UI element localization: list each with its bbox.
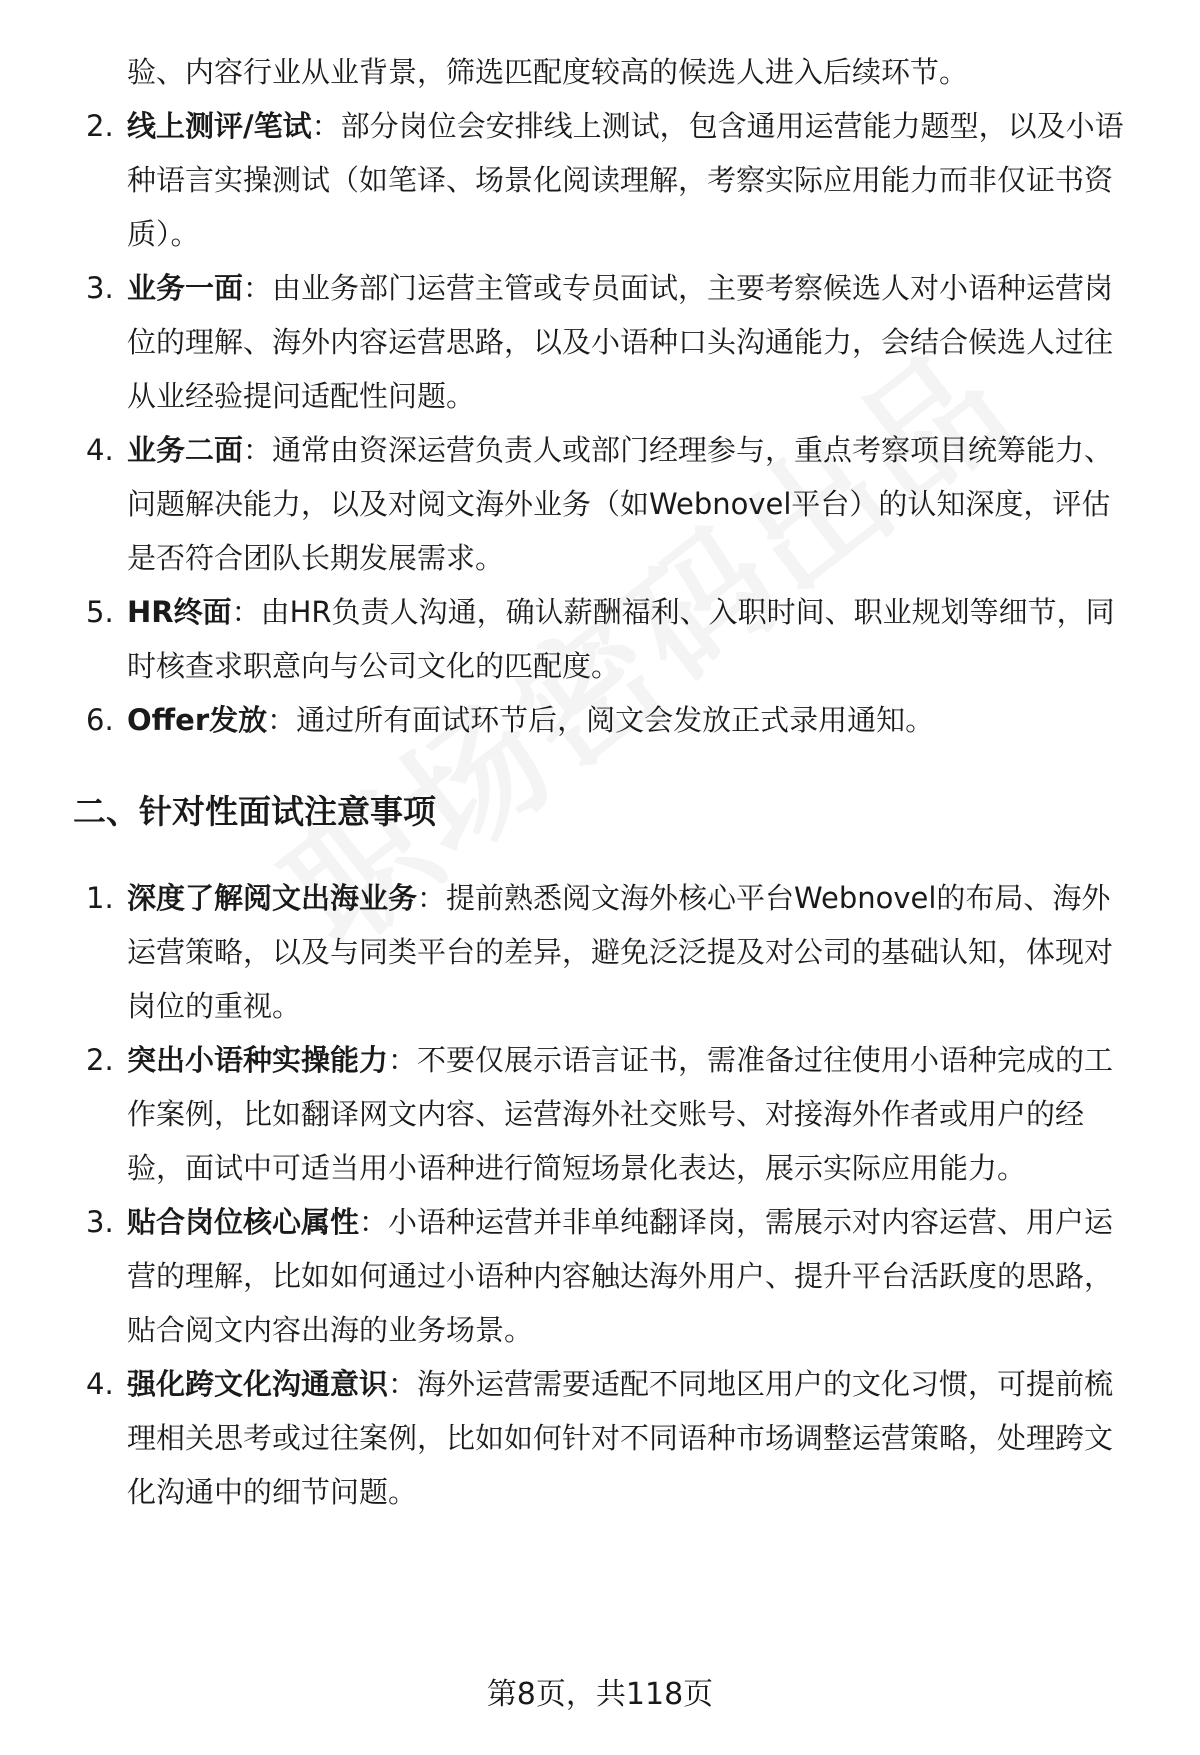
- list-number: 5.: [86, 595, 114, 629]
- list-first-line: [127, 592, 1115, 632]
- list-first-line: [127, 878, 1110, 918]
- section-heading: 二、针对性面试注意事项: [73, 792, 436, 831]
- list-line: 时核查求职意向与公司文化的匹配度。: [127, 649, 621, 683]
- list-line: 作案例，比如翻译网文内容、运营海外社交账号、对接海外作者或用户的经: [127, 1097, 1085, 1131]
- list-item-title: 线上测评/笔试: [127, 109, 312, 143]
- list-first-line: [127, 430, 1113, 470]
- list-number: 6.: [86, 703, 114, 737]
- list-item-title: 业务二面: [127, 433, 244, 467]
- list-item-title: 深度了解阅文出海业务: [127, 881, 418, 915]
- list-number: 4.: [86, 433, 114, 467]
- list-line: 是否符合团队长期发展需求。: [127, 541, 505, 575]
- list-item-text: ：由业务部门运营主管或专员面试，主要考察候选人对小语种运营岗: [243, 271, 1114, 305]
- list-line: 从业经验提问适配性问题。: [127, 379, 476, 413]
- list-line: 质）。: [127, 217, 200, 251]
- list-line: 问题解决能力，以及对阅文海外业务（如Webnovel平台）的认知深度，评估: [127, 487, 1111, 521]
- list-item-title: 业务一面: [127, 271, 244, 305]
- list-line: 理相关思考或过往案例，比如如何针对不同语种市场调整运营策略，处理跨文: [127, 1421, 1114, 1455]
- list-item-text: ：海外运营需要适配不同地区用户的文化习惯，可提前梳: [388, 1367, 1114, 1401]
- list-first-line: [127, 700, 934, 740]
- list-item-text: ：部分岗位会安排线上测试，包含通用运营能力题型，以及小语: [311, 109, 1124, 143]
- list-line: 岗位的重视。: [127, 989, 302, 1023]
- list-line: 验，面试中可适当用小语种进行简短场景化表达，展示实际应用能力。: [127, 1151, 1027, 1185]
- list-line: 贴合阅文内容出海的业务场景。: [127, 1313, 534, 1347]
- list-first-line: [127, 1040, 1113, 1080]
- page-number-footer: 第8页，共118页: [486, 1677, 714, 1712]
- list-line: 营的理解，比如如何通过小语种内容触达海外用户、提升平台活跃度的思路，: [127, 1259, 1114, 1293]
- list-item-title: 突出小语种实操能力: [127, 1043, 389, 1077]
- list-first-line: [127, 1202, 1113, 1242]
- list-first-line: [127, 268, 1113, 308]
- list-first-line: [127, 1364, 1113, 1404]
- list-line: 化沟通中的细节问题。: [127, 1475, 418, 1509]
- list-item-text: ：小语种运营并非单纯翻译岗，需展示对内容运营、用户运: [359, 1205, 1114, 1239]
- list-number: 4.: [86, 1367, 114, 1401]
- list-item-text: ：通常由资深运营负责人或部门经理参与，重点考察项目统筹能力、: [243, 433, 1114, 467]
- list-first-line: [127, 106, 1124, 146]
- list-item-title: 强化跨文化沟通意识: [127, 1367, 389, 1401]
- list-line: 位的理解、海外内容运营思路，以及小语种口头沟通能力，会结合候选人过往: [127, 325, 1114, 359]
- list-item-title: 贴合岗位核心属性: [127, 1205, 360, 1239]
- list-number: 3.: [86, 1205, 114, 1239]
- list-number: 3.: [86, 271, 114, 305]
- list-item-text: ：不要仅展示语言证书，需准备过往使用小语种完成的工: [388, 1043, 1114, 1077]
- list-line: 种语言实操测试（如笔译、场景化阅读理解，考察实际应用能力而非仅证书资: [127, 163, 1114, 197]
- list-item-text: ：提前熟悉阅文海外核心平台Webnovel的布局、海外: [417, 881, 1111, 915]
- list-item-text: ：由HR负责人沟通，确认薪酬福利、入职时间、职业规划等细节，同: [231, 595, 1115, 629]
- list-number: 2.: [86, 1043, 114, 1077]
- intro-continuation: 验、内容行业从业背景，筛选匹配度较高的候选人进入后续环节。: [127, 55, 969, 89]
- list-number: 1.: [86, 881, 114, 915]
- list-line: 运营策略，以及与同类平台的差异，避免泛泛提及对公司的基础认知，体现对: [127, 935, 1114, 969]
- list-item-title: Offer发放: [127, 703, 268, 737]
- list-item-text: ：通过所有面试环节后，阅文会发放正式录用通知。: [267, 703, 935, 737]
- list-item-title: HR终面: [127, 595, 232, 629]
- list-number: 2.: [86, 109, 114, 143]
